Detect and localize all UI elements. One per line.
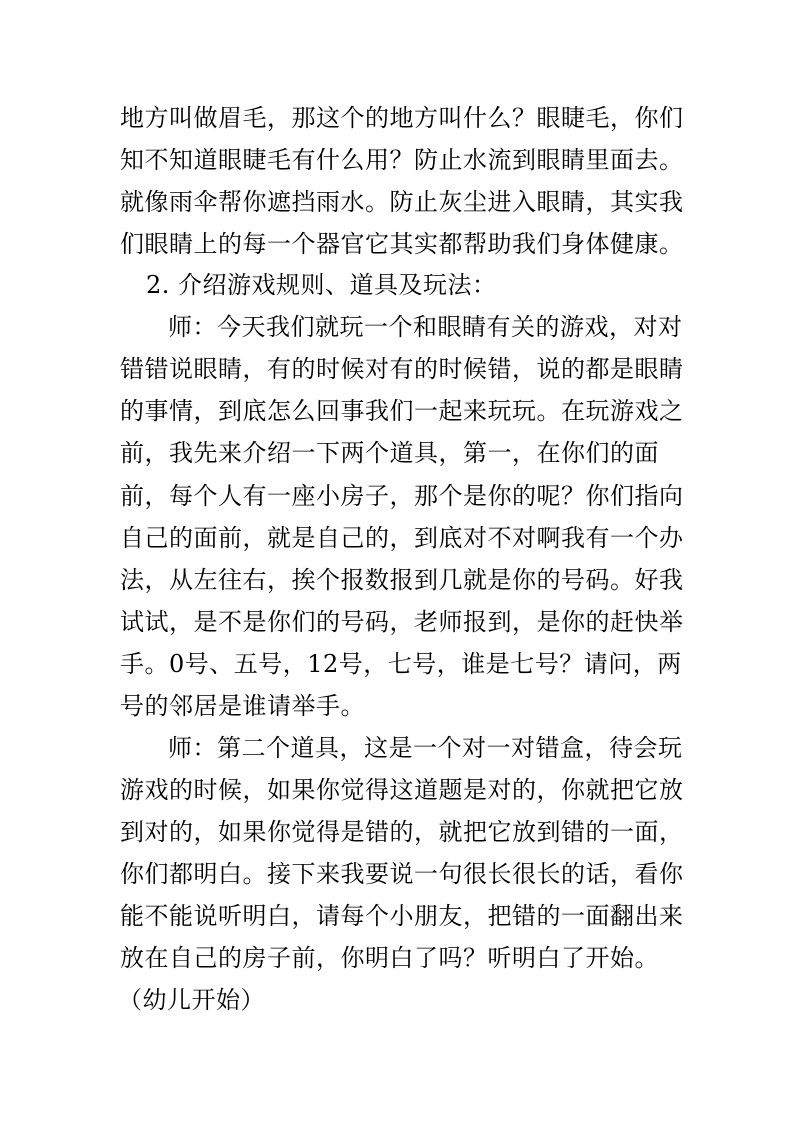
text-line: 能不能说听明白，请每个小朋友，把错的一面翻出来: [120, 902, 684, 930]
text-line: 号的邻居是谁请举手。: [120, 692, 365, 720]
text-line: 师：今天我们就玩一个和眼睛有关的游戏，对对: [168, 313, 683, 341]
text-line: 你们都明白。接下来我要说一句很长很长的话，看你: [120, 860, 684, 888]
text-line: 错错说眼睛，有的时候对有的时候错，说的都是眼睛: [120, 355, 684, 383]
text-line: 放在自己的房子前，你明白了吗？听明白了开始。: [120, 944, 659, 972]
text-line: 试试，是不是你们的号码，老师报到，是你的赶快举: [120, 608, 684, 636]
text-line: 就像雨伞帮你遮挡雨水。防止灰尘进入眼睛，其实我: [120, 188, 684, 216]
text-line: 的事情，到底怎么回事我们一起来玩玩。在玩游戏之: [120, 397, 684, 425]
text-line: 地方叫做眉毛，那这个的地方叫什么？眼睫毛，你们: [120, 104, 684, 132]
text-line: 前，我先来介绍一下两个道具，第一，在你们的面: [120, 439, 659, 467]
section-heading: 2. 介绍游戏规则、道具及玩法：: [146, 271, 497, 299]
text-line: 自己的面前，就是自己的，到底对不对啊我有一个办: [120, 524, 684, 552]
text-line: 前，每个人有一座小房子，那个是你的呢？你们指向: [120, 482, 684, 510]
text-line: 师：第二个道具，这是一个对一对错盒，待会玩: [168, 734, 683, 762]
text-line: 手。0号、五号，12号，七号，谁是七号？请问，两: [120, 650, 682, 678]
text-line: 们眼睛上的每一个器官它其实都帮助我们身体健康。: [120, 230, 684, 258]
text-line: 到对的，如果你觉得是错的，就把它放到错的一面，: [120, 818, 684, 846]
text-line: （幼儿开始）: [118, 986, 265, 1014]
text-line: 游戏的时候，如果你觉得这道题是对的，你就把它放: [120, 776, 684, 804]
text-line: 知不知道眼睫毛有什么用？防止水流到眼睛里面去。: [120, 146, 684, 174]
text-line: 法，从左往右，挨个报数报到几就是你的号码。好我: [120, 566, 684, 594]
